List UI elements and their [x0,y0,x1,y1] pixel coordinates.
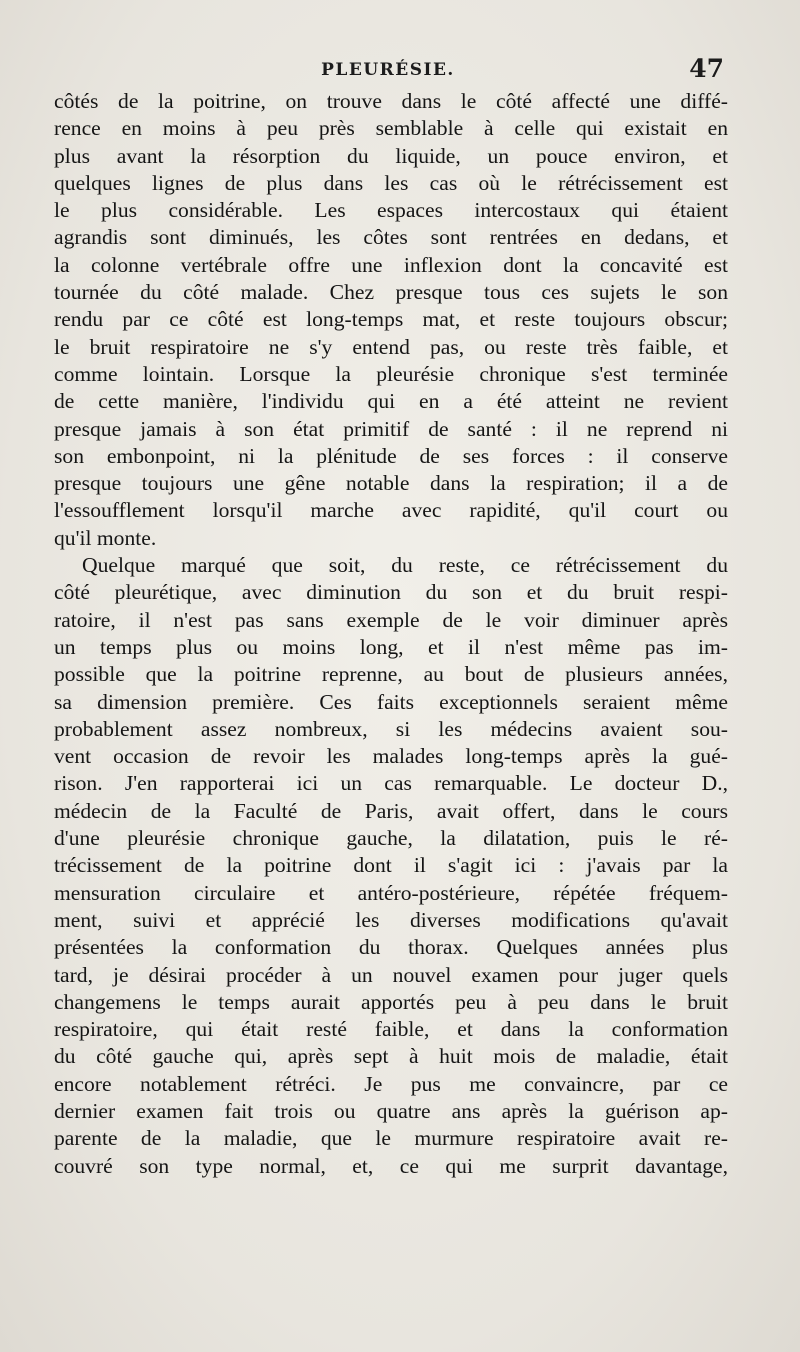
text-line: respiratoire, qui était resté faible, et dans la conformation [54,1017,728,1042]
text-line: presque toujours une gêne notable dans la respiration; il a de [54,471,728,496]
text-line: côté pleurétique, avec diminution du son et du bruit respi- [54,580,728,605]
text-line: ratoire, il n'est pas sans exemple de le voir diminuer après [54,607,728,632]
text-line: parente de la maladie, que le murmure respiratoire avait re- [54,1126,728,1151]
text-line: médecin de la Faculté de Paris, avait offert, dans le cours [54,798,728,823]
text-line: agrandis sont diminués, les côtes sont rentrées en dedans, et [54,225,728,250]
paragraph [54,88,728,552]
text-line: vent occasion de revoir les malades long-temps après la gué- [54,744,728,769]
text-line: dernier examen fait trois ou quatre ans après la guérison ap- [54,1098,728,1123]
text-line: présentées la conformation du thorax. Quelques années plus [54,935,728,960]
text-line: le plus considérable. Les espaces intercostaux qui étaient [54,198,728,223]
text-line: rendu par ce côté est long-temps mat, et reste toujours obscur; [54,307,728,332]
paragraph [54,552,728,1180]
text-line: plus avant la résorption du liquide, un pouce environ, et [54,143,728,168]
text-line: le bruit respiratoire ne s'y entend pas, ou reste très faible, et [54,334,728,359]
text-line: de cette manière, l'individu qui en a été atteint ne revient [54,389,728,414]
text-line: un temps plus ou moins long, et il n'est même pas im- [54,634,728,659]
text-line: du côté gauche qui, après sept à huit mois de maladie, était [54,1044,728,1069]
text-line: quelques lignes de plus dans les cas où le rétrécissement est [54,170,728,195]
text-line: trécissement de la poitrine dont il s'agit ici : j'avais par la [54,853,728,878]
text-line: ment, suivi et apprécié les diverses modifications qu'avait [54,907,728,932]
page-header [52,56,724,86]
running-head: PLEURÉSIE. [321,60,455,80]
text-line: l'essoufflement lorsqu'il marche avec rapidité, qu'il court ou [54,498,728,523]
text-line: tournée du côté malade. Chez presque tous ces sujets le son [54,280,728,305]
text-line: probablement assez nombreux, si les médecins avaient sou- [54,716,728,741]
text-line: encore notablement rétréci. Je pus me convaincre, par ce [54,1071,728,1096]
text-line: rence en moins à peu près semblable à celle qui existait en [54,116,728,141]
text-line: changemens le temps aurait apportés peu à peu dans le bruit [54,989,728,1014]
text-line: côtés de la poitrine, on trouve dans le côté affecté une diffé- [54,89,728,113]
text-line: couvré son type normal, et, ce qui me surprit davantage, [54,1153,728,1178]
text-line: rison. J'en rapporterai ici un cas remarquable. Le docteur D., [54,771,728,796]
text-line: qu'il monte. [54,525,157,550]
text-line: presque jamais à son état primitif de santé : il ne reprend ni [54,416,728,441]
text-line: d'une pleurésie chronique gauche, la dilatation, puis le ré- [54,826,728,851]
text-line: tard, je désirai procéder à un nouvel examen pour juger quels [54,962,728,987]
page-number: 47 [689,54,724,83]
text-line: la colonne vertébrale offre une inflexion dont la concavité est [54,252,728,277]
text-line: sa dimension première. Ces faits exceptionnels seraient même [54,689,728,714]
text-line: mensuration circulaire et antéro-postérieure, répétée fréquem- [54,880,728,905]
text-line: possible que la poitrine reprenne, au bout de plusieurs années, [54,662,728,687]
text-line: Quelque marqué que soit, du reste, ce rétrécissement du [82,553,728,578]
text-line: son embonpoint, ni la plénitude de ses forces : il conserve [54,443,728,468]
text-line: comme lointain. Lorsque la pleurésie chronique s'est terminée [54,361,728,386]
body-text [54,88,728,1180]
